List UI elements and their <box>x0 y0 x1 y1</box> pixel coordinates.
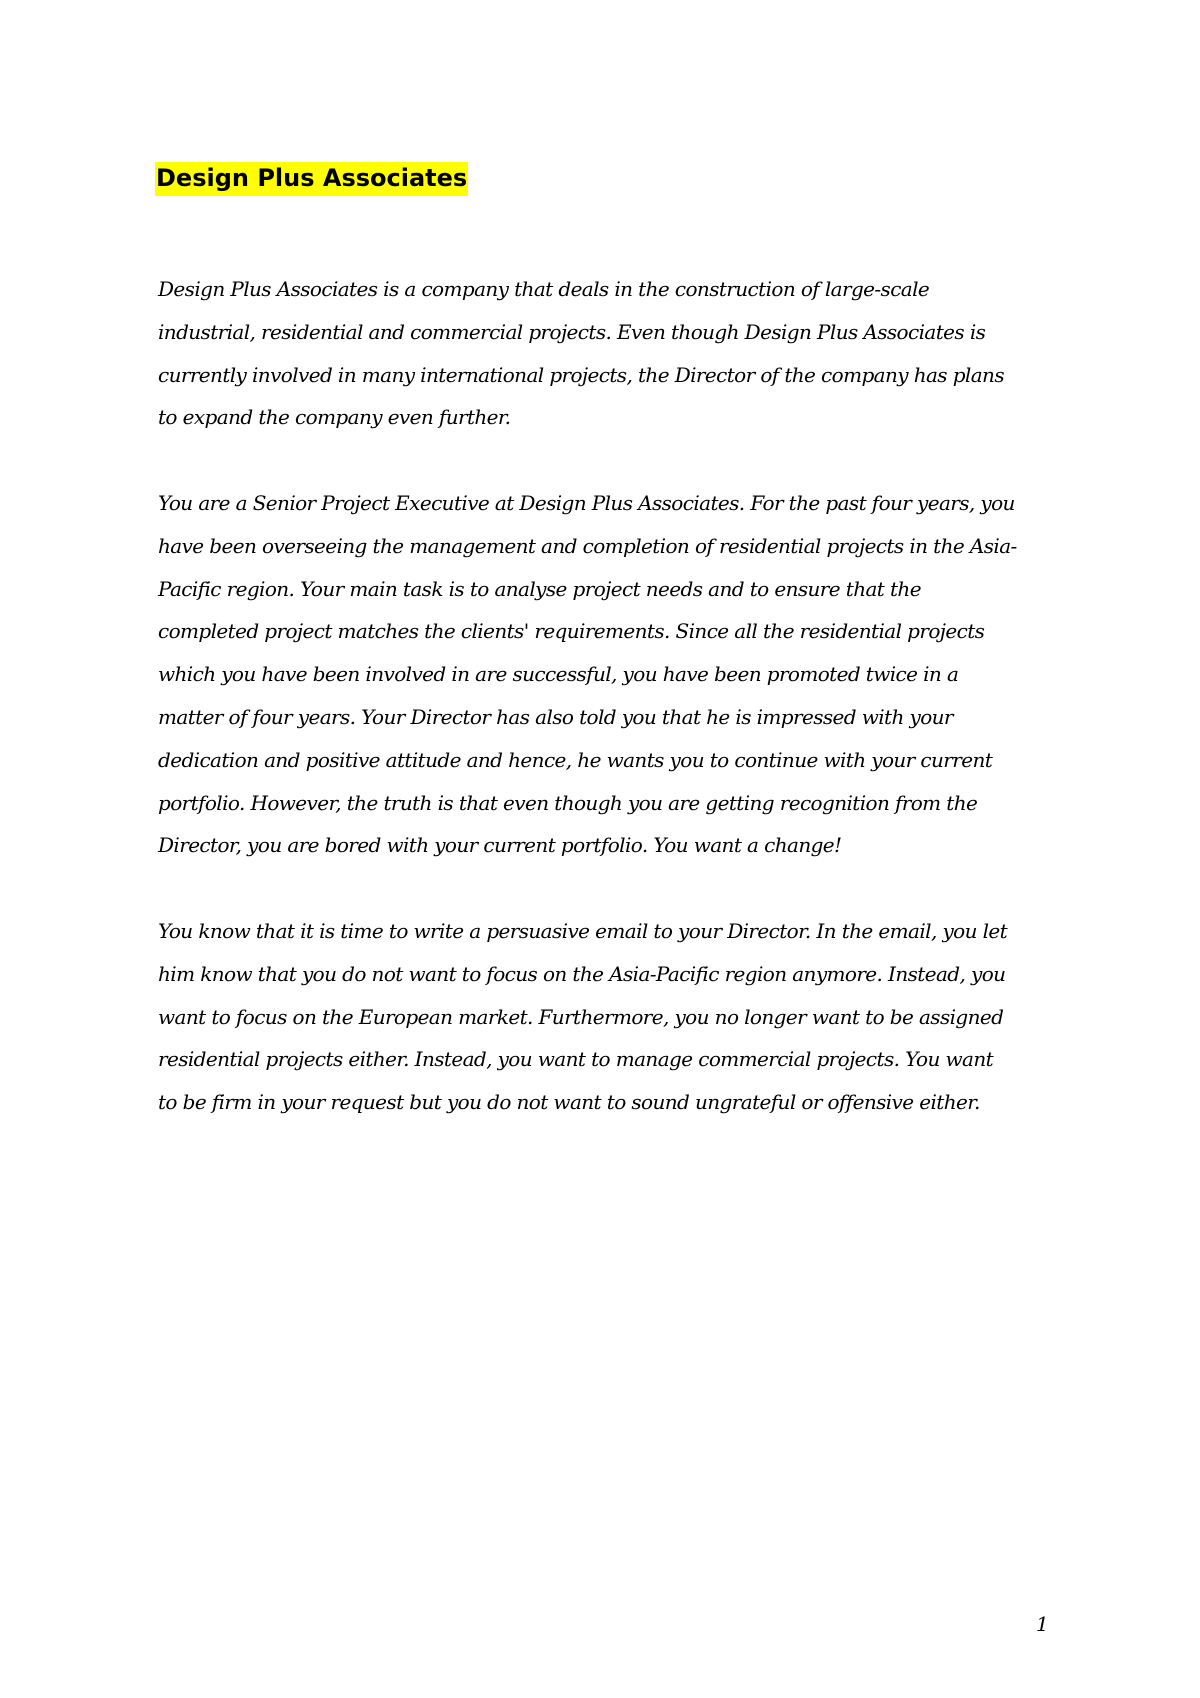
text-line: currently involved in many international projects, the Director of the company has plans <box>158 362 1004 387</box>
text-line: You are a Senior Project Executive at Design Plus Associates. For the past four years, you <box>158 490 1015 515</box>
text-line: him know that you do not want to focus on the Asia-Pacific region anymore. Instead, you <box>158 961 1006 986</box>
title-highlight: Design Plus Associates <box>155 162 468 196</box>
paragraph-task <box>158 910 1058 1124</box>
text-line: Design Plus Associates is a company that deals in the construction of large-scale <box>158 277 930 301</box>
text-line: dedication and positive attitude and hence, he wants you to continue with your current <box>158 747 993 772</box>
text-line: completed project matches the clients' requirements. Since all the residential projects <box>158 619 985 644</box>
paragraph-company-intro <box>158 268 1058 439</box>
text-line: to be firm in your request but you do not want to sound ungrateful or offensive either. <box>158 1090 980 1115</box>
text-line: have been overseeing the management and completion of residential projects in the Asia- <box>158 533 1017 558</box>
text-line: industrial, residential and commercial projects. Even though Design Plus Associates is <box>158 319 986 344</box>
page-number: 1 <box>1036 1612 1049 1636</box>
text-line: matter of four years. Your Director has also told you that he is impressed with your <box>158 704 953 729</box>
text-line: residential projects either. Instead, you want to manage commercial projects. You want <box>158 1047 994 1072</box>
text-line: Pacific region. Your main task is to analyse project needs and to ensure that the <box>158 576 921 601</box>
document-title <box>155 164 468 193</box>
text-line: You know that it is time to write a persuasive email to your Director. In the email, you let <box>158 918 1008 943</box>
text-line: which you have been involved in are successful, you have been promoted twice in a <box>158 662 959 687</box>
text-line: Director, you are bored with your current portfolio. You want a change! <box>158 833 842 858</box>
text-line: portfolio. However, the truth is that even though you are getting recognition from the <box>158 790 978 815</box>
text-line: to expand the company even further. <box>158 405 511 430</box>
text-line: want to focus on the European market. Furthermore, you no longer want to be assigned <box>158 1004 1004 1029</box>
paragraph-role-description <box>158 482 1058 867</box>
document-body <box>158 268 1058 1167</box>
